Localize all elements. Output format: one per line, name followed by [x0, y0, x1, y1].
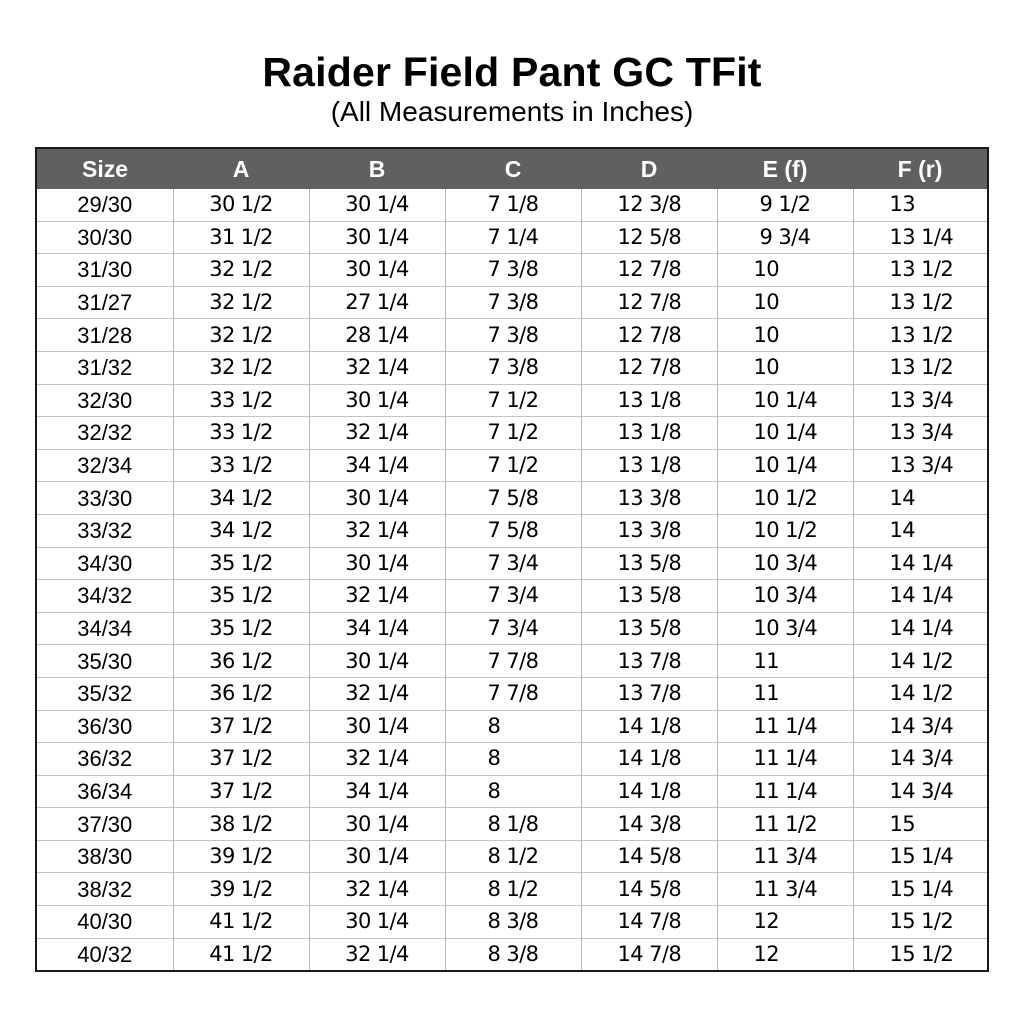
measurement-cell-d: 13 1/8 [581, 384, 717, 417]
measurement-cell-f: 13 3/4 [853, 417, 987, 450]
measurement-cell-d: 13 1/8 [581, 417, 717, 450]
measurement-cell-f: 13 3/4 [853, 384, 987, 417]
measurement-cell-a: 41 1/2 [173, 938, 309, 970]
measurement-cell-a: 33 1/2 [173, 449, 309, 482]
measurement-cell-d: 13 7/8 [581, 645, 717, 678]
measurement-cell-c: 7 3/4 [445, 547, 581, 580]
measurement-cell-a: 32 1/2 [173, 286, 309, 319]
column-header-e: E (f) [717, 149, 853, 189]
size-cell: 40/32 [37, 938, 173, 970]
size-cell: 34/30 [37, 547, 173, 580]
measurement-cell-a: 37 1/2 [173, 743, 309, 776]
measurement-cell-f: 14 3/4 [853, 743, 987, 776]
measurement-cell-e: 11 1/4 [717, 743, 853, 776]
measurement-cell-e: 10 1/4 [717, 417, 853, 450]
size-cell: 37/30 [37, 808, 173, 841]
measurement-cell-b: 30 1/4 [309, 645, 445, 678]
measurement-cell-e: 11 1/2 [717, 808, 853, 841]
measurement-cell-f: 15 1/2 [853, 938, 987, 970]
measurement-cell-d: 12 3/8 [581, 189, 717, 221]
measurement-cell-d: 12 7/8 [581, 319, 717, 352]
column-header-a: A [173, 149, 309, 189]
measurement-cell-b: 32 1/4 [309, 417, 445, 450]
measurement-cell-b: 32 1/4 [309, 938, 445, 970]
measurement-cell-f: 13 1/4 [853, 221, 987, 254]
measurement-cell-f: 15 1/4 [853, 873, 987, 906]
column-header-d: D [581, 149, 717, 189]
measurement-cell-a: 37 1/2 [173, 775, 309, 808]
table-row [37, 449, 987, 482]
column-header-c: C [445, 149, 581, 189]
measurement-cell-a: 35 1/2 [173, 580, 309, 613]
measurement-cell-f: 14 [853, 482, 987, 515]
size-chart-table [35, 147, 989, 972]
measurement-cell-f: 14 1/4 [853, 580, 987, 613]
measurement-cell-b: 32 1/4 [309, 677, 445, 710]
size-cell: 38/30 [37, 840, 173, 873]
measurement-cell-b: 30 1/4 [309, 384, 445, 417]
measurement-cell-b: 30 1/4 [309, 547, 445, 580]
measurement-cell-a: 37 1/2 [173, 710, 309, 743]
measurement-cell-f: 13 1/2 [853, 254, 987, 287]
measurement-cell-d: 12 7/8 [581, 286, 717, 319]
measurement-cell-b: 30 1/4 [309, 808, 445, 841]
measurement-cell-c: 7 1/2 [445, 449, 581, 482]
measurement-cell-a: 35 1/2 [173, 547, 309, 580]
measurement-cell-d: 14 3/8 [581, 808, 717, 841]
measurement-cell-a: 38 1/2 [173, 808, 309, 841]
measurement-cell-a: 32 1/2 [173, 254, 309, 287]
measurement-cell-d: 14 7/8 [581, 906, 717, 939]
size-cell: 31/28 [37, 319, 173, 352]
size-cell: 33/30 [37, 482, 173, 515]
measurement-cell-a: 31 1/2 [173, 221, 309, 254]
measurement-cell-f: 14 1/2 [853, 645, 987, 678]
measurement-cell-c: 7 3/4 [445, 580, 581, 613]
measurement-cell-b: 32 1/4 [309, 351, 445, 384]
measurement-cell-e: 9 1/2 [717, 189, 853, 221]
measurement-cell-f: 13 3/4 [853, 449, 987, 482]
measurement-cell-b: 34 1/4 [309, 612, 445, 645]
measurement-cell-c: 7 7/8 [445, 645, 581, 678]
measurement-cell-d: 13 1/8 [581, 449, 717, 482]
measurement-cell-d: 13 7/8 [581, 677, 717, 710]
measurement-cell-e: 10 3/4 [717, 547, 853, 580]
measurement-cell-b: 32 1/4 [309, 580, 445, 613]
measurement-cell-e: 11 1/4 [717, 710, 853, 743]
measurement-cell-f: 13 [889, 192, 916, 217]
table-row [37, 743, 987, 776]
size-cell: 36/32 [37, 743, 173, 776]
measurement-cell-f: 14 1/2 [853, 677, 987, 710]
table-row [37, 514, 987, 547]
measurement-cell-c: 8 1/2 [445, 873, 581, 906]
table-row [37, 840, 987, 873]
measurement-cell-a: 33 1/2 [173, 417, 309, 450]
measurement-cell-f: 14 3/4 [853, 775, 987, 808]
measurement-cell-c: 7 5/8 [445, 482, 581, 515]
size-cell: 34/34 [37, 612, 173, 645]
measurement-cell-b: 30 1/4 [309, 710, 445, 743]
measurement-cell-f: 13 1/2 [853, 286, 987, 319]
measurement-cell-c: 8 [445, 775, 581, 808]
table-row [37, 384, 987, 417]
measurement-cell-d: 14 7/8 [581, 938, 717, 970]
measurement-cell-e: 11 3/4 [717, 873, 853, 906]
measurement-cell-c: 7 1/4 [445, 221, 581, 254]
chart-subtitle: (All Measurements in Inches) [330, 96, 694, 127]
table-row [37, 612, 987, 645]
measurement-cell-c: 8 [445, 743, 581, 776]
table-row [37, 938, 987, 970]
measurement-cell-d: 12 7/8 [581, 254, 717, 287]
size-cell: 31/30 [37, 254, 173, 287]
table-row [37, 189, 987, 221]
measurement-cell-c: 7 3/8 [445, 254, 581, 287]
size-cell: 36/30 [37, 710, 173, 743]
measurement-cell-e: 10 [717, 351, 853, 384]
size-cell: 34/32 [37, 580, 173, 613]
header-row [37, 149, 987, 189]
measurement-cell-f: 14 1/4 [853, 547, 987, 580]
table-row [37, 645, 987, 678]
measurement-cell-b: 27 1/4 [309, 286, 445, 319]
measurement-cell-c: 7 1/2 [445, 417, 581, 450]
measurement-cell-c: 8 3/8 [445, 906, 581, 939]
size-cell: 35/32 [37, 677, 173, 710]
table-row [37, 351, 987, 384]
table-row [37, 677, 987, 710]
size-cell: 31/27 [37, 286, 173, 319]
measurement-cell-b: 32 1/4 [309, 873, 445, 906]
table-row [37, 873, 987, 906]
measurement-cell-b: 28 1/4 [309, 319, 445, 352]
measurement-cell-a: 36 1/2 [173, 645, 309, 678]
measurement-cell-e: 10 [717, 286, 853, 319]
measurement-cell-c: 7 5/8 [445, 514, 581, 547]
measurement-cell-f: 15 [853, 808, 987, 841]
measurement-cell-f: 14 1/4 [853, 612, 987, 645]
measurement-cell-f: 15 1/2 [853, 906, 987, 939]
table-row [37, 775, 987, 808]
measurement-cell-a: 39 1/2 [173, 873, 309, 906]
measurement-cell-e: 10 3/4 [717, 580, 853, 613]
size-cell: 32/34 [37, 449, 173, 482]
measurement-cell-b: 32 1/4 [309, 514, 445, 547]
measurement-cell-c: 7 1/2 [445, 384, 581, 417]
table-row [37, 580, 987, 613]
measurement-cell-f: 15 1/4 [853, 840, 987, 873]
measurement-cell-a: 39 1/2 [173, 840, 309, 873]
size-cell: 31/32 [37, 351, 173, 384]
measurement-cell-b: 30 1/4 [309, 189, 445, 221]
measurement-cell-d: 13 3/8 [581, 514, 717, 547]
measurement-cell-d: 14 1/8 [581, 775, 717, 808]
measurement-cell-b: 30 1/4 [309, 840, 445, 873]
measurement-cell-e: 11 [717, 677, 853, 710]
measurement-cell-c: 8 [445, 710, 581, 743]
measurement-cell-d: 13 5/8 [581, 580, 717, 613]
size-cell: 33/32 [37, 514, 173, 547]
measurement-cell-e: 10 [717, 254, 853, 287]
measurement-cell-d: 14 1/8 [581, 710, 717, 743]
size-cell: 32/32 [37, 417, 173, 450]
measurement-cell-c: 8 3/8 [445, 938, 581, 970]
table-row [37, 547, 987, 580]
measurement-cell-d: 13 5/8 [581, 547, 717, 580]
chart-title: Raider Field Pant GC TFit [262, 49, 762, 95]
measurement-cell-a: 32 1/2 [173, 351, 309, 384]
measurement-cell-f: 13 1/2 [853, 351, 987, 384]
measurement-cell-a: 34 1/2 [173, 514, 309, 547]
measurement-cell-c: 7 7/8 [445, 677, 581, 710]
measurement-cell-a: 30 1/2 [173, 189, 309, 221]
table-row [37, 808, 987, 841]
measurement-cell-b: 30 1/4 [309, 482, 445, 515]
table-row [37, 417, 987, 450]
measurement-cell-d: 14 1/8 [581, 743, 717, 776]
measurement-cell-c: 8 1/8 [445, 808, 581, 841]
table-row [37, 221, 987, 254]
measurement-cell-c: 8 1/2 [445, 840, 581, 873]
size-cell: 36/34 [37, 775, 173, 808]
table-header [37, 149, 987, 189]
measurement-cell-a: 34 1/2 [173, 482, 309, 515]
measurement-cell-c: 7 3/8 [445, 286, 581, 319]
measurement-cell-e: 10 1/2 [717, 482, 853, 515]
measurement-cell-b: 34 1/4 [309, 449, 445, 482]
table-row [37, 254, 987, 287]
measurement-cell-d: 12 7/8 [581, 351, 717, 384]
size-cell: 29/30 [37, 189, 173, 221]
measurement-cell-c: 7 3/4 [445, 612, 581, 645]
measurement-cell-d: 14 5/8 [581, 873, 717, 906]
size-cell: 32/30 [37, 384, 173, 417]
measurement-cell-b: 30 1/4 [309, 254, 445, 287]
measurement-cell-d: 12 5/8 [581, 221, 717, 254]
table-row [37, 906, 987, 939]
measurement-cell-e: 11 [717, 645, 853, 678]
size-cell: 38/32 [37, 873, 173, 906]
measurement-cell-e: 12 [717, 906, 853, 939]
table-row [37, 482, 987, 515]
measurement-cell-c: 7 3/8 [445, 351, 581, 384]
measurement-cell-d: 14 5/8 [581, 840, 717, 873]
size-cell: 30/30 [37, 221, 173, 254]
size-cell: 35/30 [37, 645, 173, 678]
measurement-cell-c: 7 1/8 [445, 189, 581, 221]
measurement-cell-a: 41 1/2 [173, 906, 309, 939]
table-body [37, 189, 987, 970]
measurement-cell-e: 10 1/4 [717, 384, 853, 417]
table-row [37, 286, 987, 319]
measurement-cell-b: 34 1/4 [309, 775, 445, 808]
measurement-cell-c: 7 3/8 [445, 319, 581, 352]
column-header-f: F (r) [853, 149, 987, 189]
measurement-cell-a: 33 1/2 [173, 384, 309, 417]
measurement-cell-b: 30 1/4 [309, 906, 445, 939]
table-row [37, 319, 987, 352]
table-row [37, 710, 987, 743]
measurement-cell-f: 14 [853, 514, 987, 547]
measurement-cell-a: 36 1/2 [173, 677, 309, 710]
measurement-cell-f: 13 1/2 [853, 319, 987, 352]
measurement-cell-e: 10 3/4 [717, 612, 853, 645]
measurement-cell-f: 14 3/4 [853, 710, 987, 743]
measurement-cell-b: 32 1/4 [309, 743, 445, 776]
measurement-cell-e: 10 1/4 [717, 449, 853, 482]
measurement-cell-e: 10 1/2 [717, 514, 853, 547]
measurement-cell-d: 13 5/8 [581, 612, 717, 645]
column-header-size: Size [37, 149, 173, 189]
measurement-cell-e: 12 [717, 938, 853, 970]
measurement-cell-e: 11 1/4 [717, 775, 853, 808]
measurement-cell-a: 35 1/2 [173, 612, 309, 645]
measurement-cell-b: 30 1/4 [309, 221, 445, 254]
measurement-cell-d: 13 3/8 [581, 482, 717, 515]
measurement-cell-a: 32 1/2 [173, 319, 309, 352]
size-cell: 40/30 [37, 906, 173, 939]
measurement-cell-e: 10 [717, 319, 853, 352]
measurement-cell-e: 11 3/4 [717, 840, 853, 873]
measurement-cell-e: 9 3/4 [717, 221, 853, 254]
column-header-b: B [309, 149, 445, 189]
